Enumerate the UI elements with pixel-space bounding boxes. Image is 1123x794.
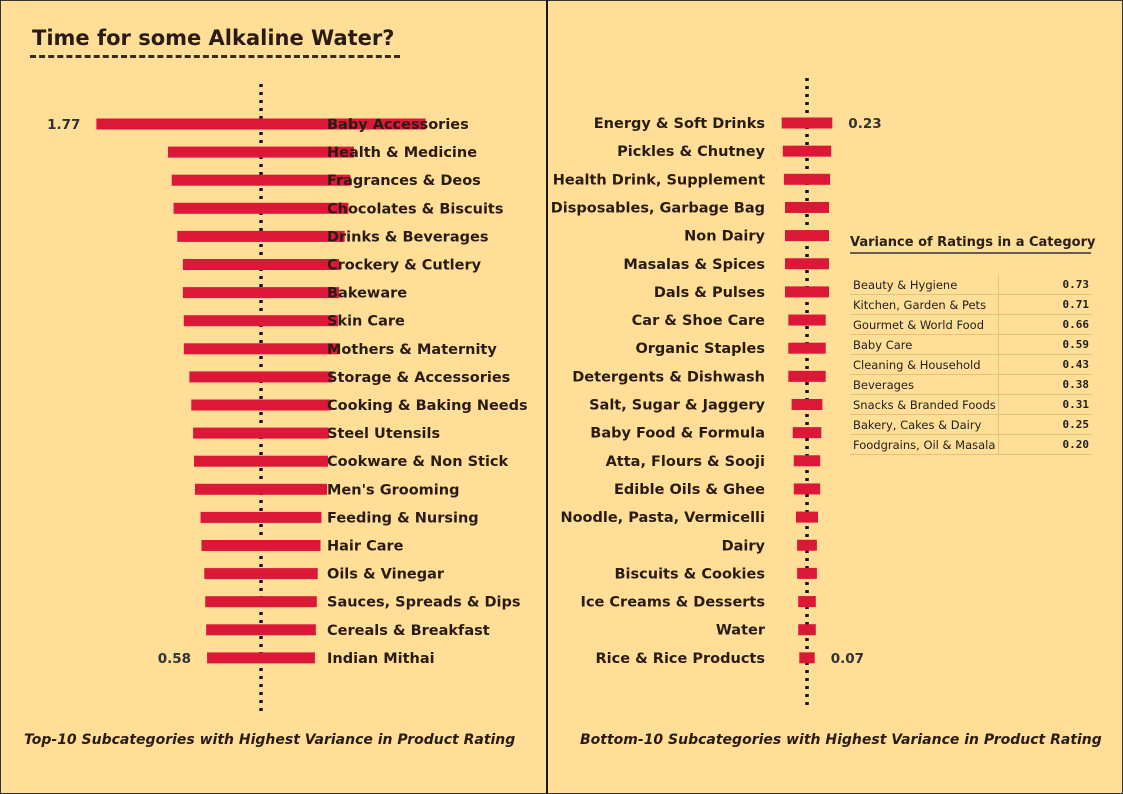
category-name: Beverages bbox=[850, 375, 999, 395]
value-label-0: 0.23 bbox=[848, 116, 882, 132]
category-label-12: Cookware & Non Stick bbox=[327, 454, 509, 471]
category-label-1: Health & Medicine bbox=[327, 145, 478, 162]
bar-13 bbox=[794, 483, 820, 494]
bar-8 bbox=[184, 343, 338, 354]
category-table-row bbox=[850, 355, 1092, 375]
category-label-10: Cooking & Baking Needs bbox=[327, 398, 528, 414]
bar-10 bbox=[792, 399, 823, 410]
bar-18 bbox=[206, 624, 316, 635]
bar-13 bbox=[195, 484, 327, 495]
bar-7 bbox=[788, 315, 825, 326]
category-label-8: Organic Staples bbox=[635, 341, 765, 358]
category-label-13: Edible Oils & Ghee bbox=[613, 481, 765, 498]
category-name: Cleaning & Household bbox=[850, 355, 999, 375]
category-label-19: Rice & Rice Products bbox=[595, 650, 765, 667]
bar-16 bbox=[204, 568, 317, 579]
bar-7 bbox=[184, 315, 338, 326]
category-label-1: Pickles & Chutney bbox=[617, 144, 765, 161]
bar-6 bbox=[785, 286, 829, 297]
category-name: Bakery, Cakes & Dairy bbox=[850, 415, 999, 435]
category-label-16: Oils & Vinegar bbox=[327, 566, 445, 583]
category-label-7: Skin Care bbox=[327, 313, 405, 330]
bar-17 bbox=[205, 596, 317, 607]
category-variance: 0.31 bbox=[999, 395, 1093, 415]
bar-5 bbox=[183, 259, 339, 270]
category-name: Foodgrains, Oil & Masala bbox=[850, 435, 999, 455]
category-label-3: Chocolates & Biscuits bbox=[327, 201, 504, 218]
bar-1 bbox=[783, 146, 831, 157]
category-variance: 0.66 bbox=[999, 315, 1093, 335]
category-label-5: Masalas & Spices bbox=[623, 256, 765, 273]
category-table-row bbox=[850, 435, 1092, 455]
bar-14 bbox=[201, 512, 322, 523]
bar-4 bbox=[785, 230, 829, 241]
category-variance: 0.25 bbox=[999, 415, 1093, 435]
category-variance: 0.59 bbox=[999, 335, 1093, 355]
category-label-6: Dals & Pulses bbox=[653, 284, 765, 301]
top-variance-chart bbox=[0, 0, 546, 794]
bar-16 bbox=[797, 568, 817, 579]
bar-5 bbox=[785, 258, 829, 269]
bar-15 bbox=[201, 540, 320, 551]
category-label-10: Salt, Sugar & Jaggery bbox=[589, 397, 765, 414]
category-label-18: Water bbox=[715, 622, 765, 639]
category-label-8: Mothers & Maternity bbox=[327, 341, 497, 358]
category-label-2: Health Drink, Supplement bbox=[552, 172, 765, 189]
category-label-11: Steel Utensils bbox=[327, 426, 441, 443]
bar-14 bbox=[796, 512, 818, 523]
bar-10 bbox=[191, 400, 331, 411]
category-variance: 0.20 bbox=[999, 435, 1093, 455]
category-label-3: Disposables, Garbage Bag bbox=[550, 200, 765, 217]
category-table-underline bbox=[850, 252, 1091, 254]
bar-2 bbox=[784, 174, 830, 185]
category-name: Beauty & Hygiene bbox=[850, 275, 999, 295]
category-table-row bbox=[850, 415, 1092, 435]
bar-11 bbox=[793, 427, 822, 438]
bar-9 bbox=[788, 371, 825, 382]
category-label-17: Ice Creams & Desserts bbox=[580, 594, 765, 611]
category-label-9: Detergents & Dishwash bbox=[572, 369, 765, 386]
category-label-6: Bakeware bbox=[327, 285, 408, 302]
category-variance: 0.71 bbox=[999, 295, 1093, 315]
bar-8 bbox=[788, 343, 825, 354]
category-table-row bbox=[850, 315, 1092, 335]
bar-12 bbox=[194, 456, 328, 467]
bar-12 bbox=[794, 455, 820, 466]
category-label-0: Baby Accessories bbox=[327, 117, 469, 133]
bar-19 bbox=[799, 652, 814, 663]
category-name: Baby Care bbox=[850, 335, 999, 355]
category-table-row bbox=[850, 335, 1092, 355]
category-name: Snacks & Branded Foods bbox=[850, 395, 999, 415]
category-label-17: Sauces, Spreads & Dips bbox=[327, 594, 521, 611]
category-label-14: Noodle, Pasta, Vermicelli bbox=[560, 510, 765, 527]
category-label-11: Baby Food & Formula bbox=[590, 425, 765, 442]
category-table-title: Variance of Ratings in a Category bbox=[850, 235, 1096, 250]
category-label-15: Hair Care bbox=[327, 538, 404, 555]
category-variance: 0.43 bbox=[999, 355, 1093, 375]
category-table-row bbox=[850, 295, 1092, 315]
category-variance-table bbox=[850, 275, 1092, 455]
bar-0 bbox=[782, 118, 833, 129]
category-variance: 0.73 bbox=[999, 275, 1093, 295]
bar-9 bbox=[189, 371, 332, 382]
value-label-19: 0.07 bbox=[830, 650, 865, 667]
category-label-18: Cereals & Breakfast bbox=[327, 622, 490, 639]
bar-11 bbox=[193, 428, 329, 439]
bar-3 bbox=[174, 203, 349, 214]
category-label-14: Feeding & Nursing bbox=[327, 510, 479, 527]
category-label-15: Dairy bbox=[721, 538, 765, 555]
category-label-19: Indian Mithai bbox=[327, 650, 435, 667]
category-label-13: Men's Grooming bbox=[327, 482, 460, 499]
category-variance: 0.38 bbox=[999, 375, 1093, 395]
category-label-5: Crockery & Cutlery bbox=[327, 257, 482, 274]
bar-19 bbox=[207, 652, 315, 663]
bar-4 bbox=[177, 231, 344, 242]
category-label-16: Biscuits & Cookies bbox=[614, 566, 765, 583]
category-table-row bbox=[850, 375, 1092, 395]
bar-18 bbox=[798, 624, 816, 635]
category-label-0: Energy & Soft Drinks bbox=[593, 116, 765, 132]
category-label-12: Atta, Flours & Sooji bbox=[605, 453, 765, 470]
bar-17 bbox=[798, 596, 816, 607]
bar-3 bbox=[785, 202, 829, 213]
category-label-7: Car & Shoe Care bbox=[631, 313, 765, 330]
category-label-2: Fragrances & Deos bbox=[327, 173, 481, 190]
top-chart-caption: Top-10 Subcategories with Highest Variance in Product Rating bbox=[24, 732, 516, 748]
value-label-19: 0.58 bbox=[157, 650, 192, 667]
bar-6 bbox=[183, 287, 339, 298]
page-title: Time for some Alkaline Water? bbox=[32, 26, 395, 50]
category-table-row bbox=[850, 395, 1092, 415]
bottom-chart-caption: Bottom-10 Subcategories with Highest Variance in Product Rating bbox=[580, 732, 1102, 748]
category-table-row bbox=[850, 275, 1092, 295]
category-label-9: Storage & Accessories bbox=[327, 369, 511, 386]
value-label-0: 1.77 bbox=[47, 117, 81, 133]
category-label-4: Drinks & Beverages bbox=[327, 229, 489, 246]
category-label-4: Non Dairy bbox=[684, 228, 765, 245]
bar-2 bbox=[172, 175, 351, 186]
category-name: Gourmet & World Food bbox=[850, 315, 999, 335]
bar-15 bbox=[797, 540, 817, 551]
category-name: Kitchen, Garden & Pets bbox=[850, 295, 999, 315]
